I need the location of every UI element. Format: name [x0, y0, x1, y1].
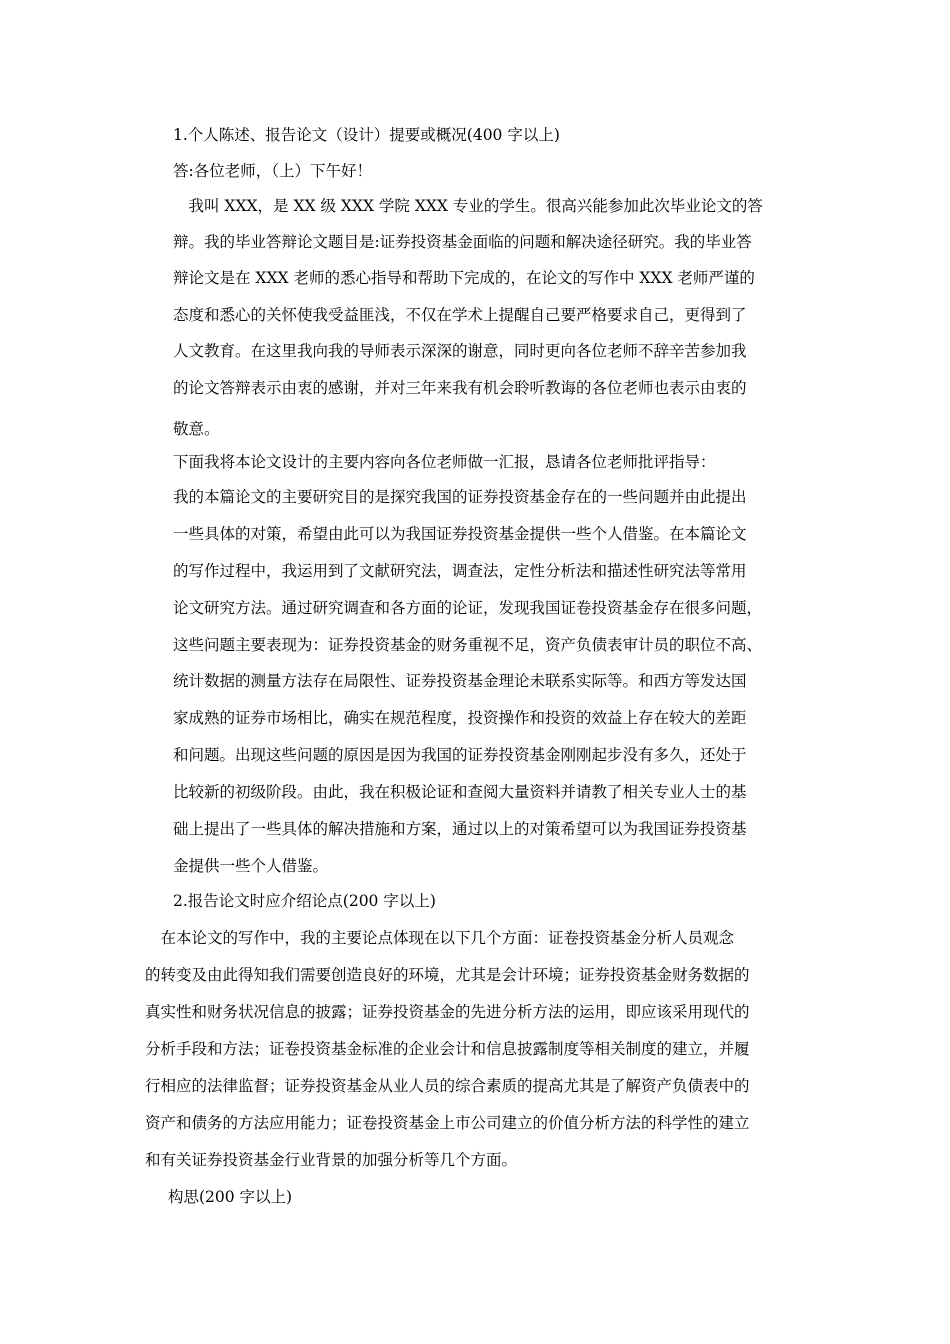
greeting-line: 答:各位老师，（上）下午好！ [173, 162, 372, 180]
paragraph-line: 辩。我的毕业答辩论文题目是:证券投资基金面临的问题和解决途径研究。我的毕业答 [173, 233, 752, 251]
paragraph-line: 家成熟的证券市场相比，确实在规范程度，投资操作和投资的效益上存在较大的差距 [173, 709, 747, 727]
paragraph-line: 辩论文是在 XXX 老师的悉心指导和帮助下完成的，在论文的写作中 XXX 老师严谨的 [173, 269, 755, 287]
paragraph-line: 资产和债务的方法应用能力；证卷投资基金上市公司建立的价值分析方法的科学性的建立 [145, 1114, 750, 1132]
paragraph-line: 统计数据的测量方法存在局限性、证券投资基金理论未联系实际等。和西方等发达国 [173, 672, 747, 690]
paragraph-line: 态度和悉心的关怀使我受益匪浅，不仅在学术上提醒自己要严格要求自己，更得到了 [173, 306, 747, 324]
paragraph-line: 论文研究方法。通过研究调查和各方面的论证，发现我国证卷投资基金存在很多问题， [173, 599, 763, 617]
paragraph-line: 这些问题主要表现为：证券投资基金的财务重视不足，资产负债表审计员的职位不高、 [173, 636, 763, 654]
paragraph-line: 的转变及由此得知我们需要创造良好的环境，尤其是会计环境；证券投资基金财务数据的 [145, 966, 750, 984]
paragraph-line: 在本论文的写作中，我的主要论点体现在以下几个方面：证卷投资基金分析人员观念 [145, 929, 735, 947]
paragraph-line: 一些具体的对策，希望由此可以为我国证券投资基金提供一些个人借鉴。在本篇论文 [173, 525, 747, 543]
paragraph-line: 真实性和财务状况信息的披露；证券投资基金的先进分析方法的运用，即应该采用现代的 [145, 1003, 750, 1021]
paragraph-line: 础上提出了一些具体的解决措施和方案，通过以上的对策希望可以为我国证券投资基 [173, 820, 747, 838]
paragraph-line: 和有关证券投资基金行业背景的加强分析等几个方面。 [145, 1151, 518, 1169]
paragraph-line: 和问题。出现这些问题的原因是因为我国的证券投资基金刚刚起步没有多久，还处于 [173, 746, 747, 764]
paragraph-line: 行相应的法律监督；证券投资基金从业人员的综合素质的提高尤其是了解资产负债表中的 [145, 1077, 750, 1095]
paragraph-line: 我叫 XXX，是 XX 级 XXX 学院 XXX 专业的学生。很高兴能参加此次毕业论文的答 [173, 197, 763, 215]
paragraph-line: 敬意。 [173, 420, 220, 438]
paragraph-line: 金提供一些个人借鉴。 [173, 857, 329, 875]
paragraph-line: 的写作过程中，我运用到了文献研究法，调查法，定性分析法和描述性研究法等常用 [173, 562, 747, 580]
paragraph-line: 比较新的初级阶段。由此，我在积极论证和查阅大量资料并请教了相关专业人士的基 [173, 783, 747, 801]
paragraph-line: 我的本篇论文的主要研究目的是探究我国的证券投资基金存在的一些问题并由此提出 [173, 488, 747, 506]
intro-line: 下面我将本论文设计的主要内容向各位老师做一汇报，恳请各位老师批评指导： [173, 453, 716, 471]
paragraph-line: 分析手段和方法；证卷投资基金标准的企业会计和信息披露制度等相关制度的建立，并履 [145, 1040, 750, 1058]
section-heading-2: 2.报告论文时应介绍论点(200 字以上) [173, 892, 436, 910]
section-heading-3: 构思(200 字以上) [168, 1188, 293, 1206]
paragraph-line: 人文教育。在这里我向我的导师表示深深的谢意，同时更向各位老师不辞辛苦参加我 [173, 342, 747, 360]
paragraph-line: 的论文答辩表示由衷的感谢，并对三年来我有机会聆听教诲的各位老师也表示由衷的 [173, 379, 747, 397]
section-heading-1: 1.个人陈述、报告论文（设计）提要或概况(400 字以上) [173, 126, 560, 144]
